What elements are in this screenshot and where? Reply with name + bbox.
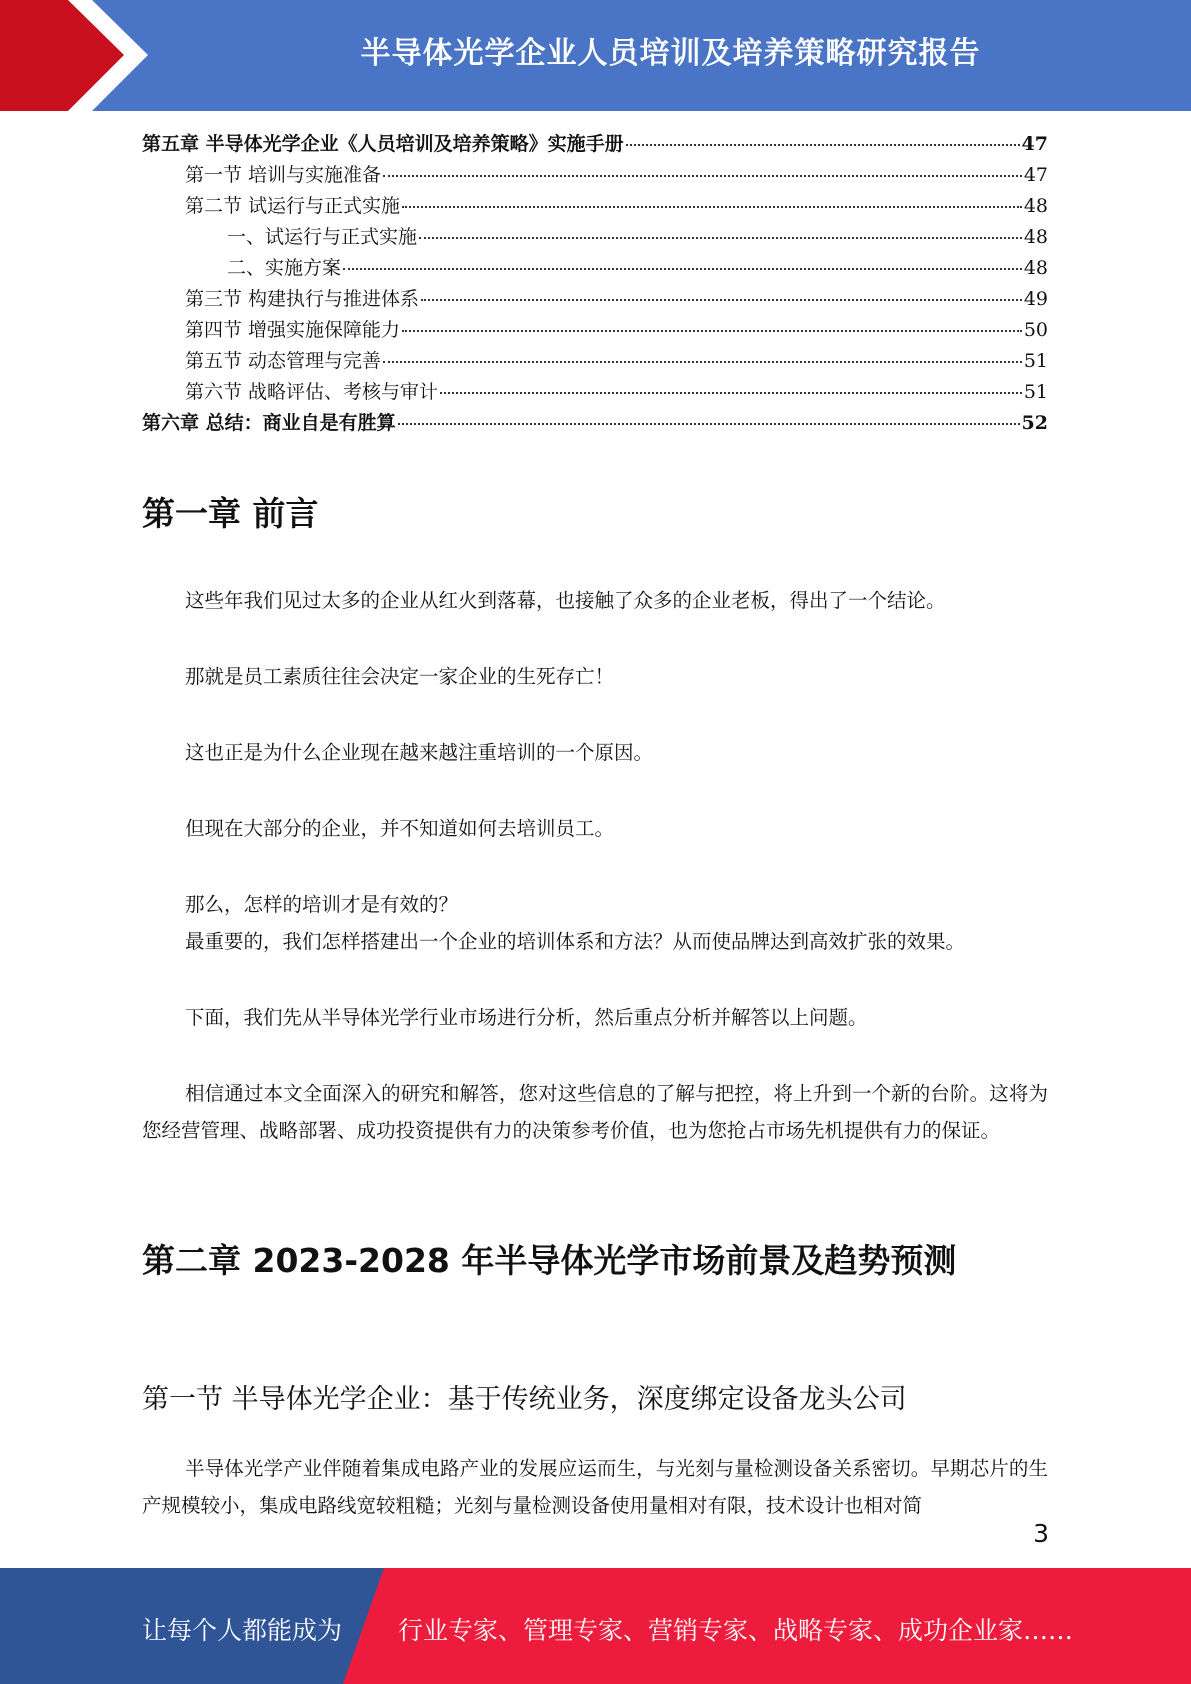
report-title: 半导体光学企业人员培训及培养策略研究报告	[360, 36, 981, 71]
body-paragraph: 那么，怎样的培训才是有效的？	[185, 893, 459, 916]
toc-entry-page: 48	[1023, 195, 1048, 217]
toc-entry-page: 47	[1023, 164, 1048, 186]
toc-entry[interactable]	[142, 253, 1048, 284]
toc-entry[interactable]	[142, 346, 1048, 377]
toc-leader	[343, 268, 1022, 270]
toc-entry[interactable]	[142, 160, 1048, 191]
chapter-heading: 第一章 前言	[142, 494, 319, 533]
toc-entry-title: 一、试运行与正式实施	[227, 226, 418, 248]
toc-entry-page: 52	[1021, 412, 1048, 434]
section-heading: 第一节 半导体光学企业：基于传统业务，深度绑定设备龙头公司	[142, 1384, 907, 1415]
table-of-contents	[142, 129, 1048, 439]
body-paragraph: 相信通过本文全面深入的研究和解答，您对这些信息的了解与把控，将上升到一个新的台阶。这将为您经营管理、战略部署、成功投资提供有力的决策参考价值，也为您抢占市场先机提供有力的保证。	[142, 1082, 1048, 1142]
footer-slogan-left: 让每个人都能成为	[142, 1616, 343, 1645]
toc-entry[interactable]	[142, 129, 1048, 160]
toc-entry-title: 第三节 构建执行与推进体系	[185, 288, 420, 310]
toc-leader	[419, 237, 1022, 239]
toc-entry-page: 51	[1023, 350, 1048, 372]
body-paragraph: 但现在大部分的企业，并不知道如何去培训员工。	[185, 817, 615, 840]
toc-entry-title: 第六章 总结：商业自是有胜算	[142, 412, 396, 434]
toc-entry[interactable]	[142, 315, 1048, 346]
toc-leader	[383, 175, 1022, 177]
toc-entry-page: 51	[1023, 381, 1048, 403]
footer-slogan-right: 行业专家、管理专家、营销专家、战略专家、成功企业家……	[398, 1616, 1074, 1645]
toc-entry-page: 50	[1023, 319, 1048, 341]
toc-leader	[402, 206, 1022, 208]
toc-leader	[626, 144, 1020, 146]
toc-leader	[402, 330, 1022, 332]
toc-entry[interactable]	[142, 191, 1048, 222]
body-paragraph: 半导体光学产业伴随着集成电路产业的发展应运而生，与光刻与量检测设备关系密切。早期芯片的生产规模较小，集成电路线宽较粗糙；光刻与量检测设备使用量相对有限，技术设计也相对简	[142, 1457, 1048, 1517]
toc-entry[interactable]	[142, 408, 1048, 439]
body-paragraph: 这些年我们见过太多的企业从红火到落幕，也接触了众多的企业老板，得出了一个结论。	[185, 589, 946, 612]
toc-entry-title: 第六节 战略评估、考核与审计	[185, 381, 439, 403]
toc-entry-page: 49	[1023, 288, 1048, 310]
toc-entry-title: 二、实施方案	[227, 257, 342, 279]
toc-entry-title: 第二节 试运行与正式实施	[185, 195, 401, 217]
toc-entry[interactable]	[142, 377, 1048, 408]
body-paragraph: 下面，我们先从半导体光学行业市场进行分析，然后重点分析并解答以上问题。	[185, 1006, 868, 1029]
toc-leader	[421, 299, 1022, 301]
toc-leader	[440, 392, 1022, 394]
body-paragraph: 最重要的，我们怎样搭建出一个企业的培训体系和方法？从而使品牌达到高效扩张的效果。	[185, 930, 966, 953]
toc-leader	[383, 361, 1022, 363]
chapter-heading: 第二章 2023-2028 年半导体光学市场前景及趋势预测	[142, 1241, 957, 1280]
page-number: 3	[1033, 1519, 1049, 1548]
toc-entry-title: 第五章 半导体光学企业《人员培训及培养策略》实施手册	[142, 133, 624, 155]
page-header	[0, 0, 1191, 111]
toc-entry-title: 第五节 动态管理与完善	[185, 350, 382, 372]
toc-entry-page: 48	[1023, 257, 1048, 279]
toc-leader	[398, 423, 1020, 425]
toc-entry-title: 第一节 培训与实施准备	[185, 164, 382, 186]
toc-entry-page: 48	[1023, 226, 1048, 248]
toc-entry-page: 47	[1021, 133, 1048, 155]
toc-entry[interactable]	[142, 222, 1048, 253]
toc-entry-title: 第四节 增强实施保障能力	[185, 319, 401, 341]
page-footer	[0, 1568, 1191, 1684]
toc-entry[interactable]	[142, 284, 1048, 315]
body-paragraph: 这也正是为什么企业现在越来越注重培训的一个原因。	[185, 741, 654, 764]
body-paragraph: 那就是员工素质往往会决定一家企业的生死存亡！	[185, 665, 615, 688]
